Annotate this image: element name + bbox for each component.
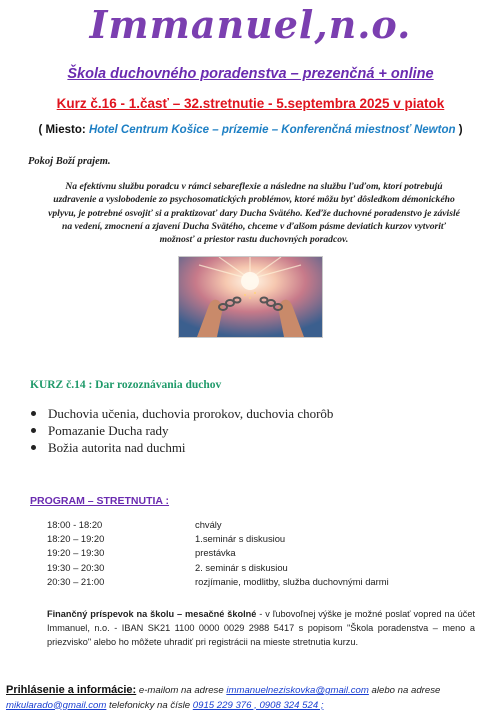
location-text: Hotel Centrum Košice – prízemie – Konferenčná miestnosť Newton [88, 124, 456, 136]
contact-text: alebo na adrese [368, 685, 441, 696]
schedule-time: 19:30 – 20:30 [47, 561, 105, 573]
finance-heading: Finančný príspevok na školu – mesačné školné [47, 609, 257, 619]
course-topics-list [30, 405, 333, 456]
location-open: ( Miesto: [38, 124, 89, 136]
contact-text: e-mailom na adrese [136, 685, 227, 696]
schedule-time: 18:00 - 18:20 [47, 519, 103, 530]
organization-logo: Immanuel,n.o. [89, 2, 412, 47]
location-close: ) [455, 124, 463, 136]
program-title: PROGRAM – STRETNUTIA : [30, 495, 170, 507]
schedule-activity: prestávka [195, 547, 236, 559]
course-heading: Kurz č.16 - 1.časť – 32.stretnutie - 5.septembra 2025 v piatok [56, 96, 445, 111]
contact-section [6, 683, 498, 713]
contact-label: Prihlásenie a informácie: [6, 684, 137, 696]
list-item: Duchovia učenia, duchovia prorokov, duchovia chorôb [30, 405, 333, 422]
email-link-primary[interactable]: immanuelneziskovka@gmail.com [226, 685, 369, 696]
hands-breaking-chains-illustration [179, 257, 322, 337]
contact-text: telefonicky na čísle [106, 699, 193, 711]
email-link-secondary[interactable]: mikularado@gmail.com [6, 699, 107, 711]
school-title: Škola duchovného poradenstva – prezenčná + online [67, 66, 434, 82]
schedule-time: 19:20 – 19:30 [47, 547, 105, 559]
intro-paragraph: Na efektívnu službu poradcu v rámci sebareflexie a následne na službu ľuďom, ktorí potrebujú uzdravenie a vyslobodenie zo psychosomatických problémov, ktoré môžu byť dôsledkom démonického vplyvu, je potrebné osvojiť si a praktizovať dary Ducha Svätého. Keďže duchovné poradenstvo je závislé na vedení, zmocnení a zjavení Ducha Svätého, chceme v ďalšom pásme deviatich kurzov vytvoriť možnosť a priestor rastu duchovných poradcov. [48, 181, 460, 246]
greeting: Pokoj Boží prajem. [28, 156, 111, 167]
schedule-time: 20:30 – 21:00 [47, 575, 105, 587]
course-topic-title: KURZ č.14 : Dar rozoznávania duchov [30, 379, 222, 391]
list-item: Božia autorita nad duchmi [30, 439, 333, 456]
schedule-activity: 1.seminár s diskusiou [195, 533, 286, 545]
finance-text: - v ľubovoľnej výške je možné poslať vopred na účet Immanuel, n.o. - IBAN SK21 1100 0000 0029 2988 5417 s popisom "Škola poradenstva – meno a priezvisko" alebo ho môžete uhradiť pri registrácii na mieste stretnutia kurzu. [47, 609, 475, 647]
schedule-activity: rozjímanie, modlitby, služba duchovnými darmi [195, 575, 389, 587]
hands-breaking-chains-image [178, 256, 323, 338]
location-line [0, 124, 501, 136]
schedule-activity: 2. seminár s diskusiou [195, 561, 288, 573]
schedule-time: 18:20 – 19:20 [47, 533, 105, 545]
schedule-activity: chvály [195, 519, 222, 530]
finance-paragraph [47, 607, 475, 649]
phone-link[interactable]: 0915 229 376 , 0908 324 524 ; [192, 699, 324, 711]
list-item: Pomazanie Ducha rady [30, 422, 333, 439]
